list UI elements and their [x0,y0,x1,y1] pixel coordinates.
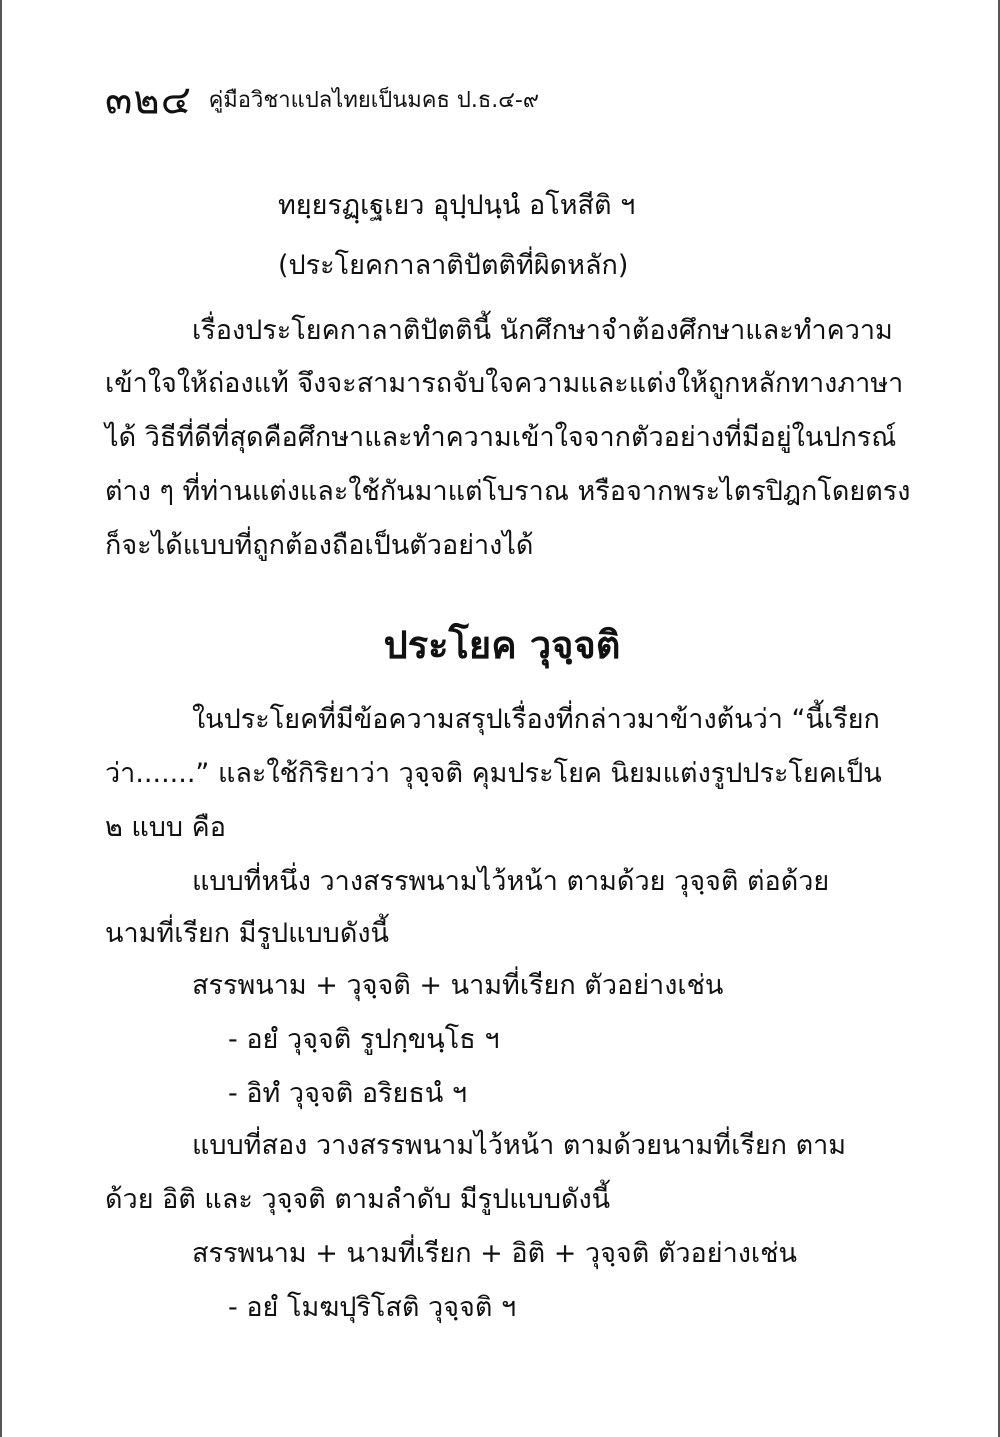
example-item: - อิทํ วุจฺจติ อริยธนํ ฯ [228,1078,468,1109]
formula-line: สรรพนาม + นามที่เรียก + อิติ + วุจฺจติ ตัวอย่างเช่น [192,1238,797,1269]
note-incorrect-sentence: (ประโยคกาลาติปัตติที่ผิดหลัก) [278,250,629,281]
paragraph-line: แบบที่สอง วางสรรพนามไว้หน้า ตามด้วยนามที่เรียก ตาม [192,1130,847,1161]
paragraph-line: ต่าง ๆ ที่ท่านแต่งและใช้กันมาแต่โบราณ หรือจากพระไตรปิฎกโดยตรง [105,476,911,507]
paragraph-line: เรื่องประโยคกาลาติปัตตินี้ นักศึกษาจำต้องศึกษาและทำความ [192,315,893,346]
page-number: ๓๒๔ [105,77,192,124]
paragraph-line: นามที่เรียก มีรูปแบบดังนี้ [105,918,389,949]
paragraph-line: แบบที่หนึ่ง วางสรรพนามไว้หน้า ตามด้วย วุจฺจติ ต่อด้วย [192,866,830,897]
page-header [105,77,539,124]
paragraph-line: ก็จะได้แบบที่ถูกต้องถือเป็นตัวอย่างได้ [105,530,534,561]
pali-sentence: ทยฺยรฏฺเฐเยว อุปฺปนฺนํ อโหสีติ ฯ [278,190,636,221]
paragraph-line: ว่า.......” และใช้กิริยาว่า วุจฺจติ คุมประโยค นิยมแต่งรูปประโยคเป็น [105,758,882,789]
paragraph-line: เข้าใจให้ถ่องแท้ จึงจะสามารถจับใจความและแต่งให้ถูกหลักทางภาษา [105,368,904,399]
paragraph-line: ด้วย อิติ และ วุจฺจติ ตามลำดับ มีรูปแบบดังนี้ [105,1184,611,1215]
paragraph-line: ๒ แบบ คือ [105,812,226,843]
example-item: - อยํ วุจฺจติ รูปกฺขนฺโธ ฯ [228,1024,500,1055]
section-heading: ประโยค วุจฺจติ [383,623,621,667]
paragraph-line: ได้ วิธีที่ดีที่สุดคือศึกษาและทำความเข้าใจจากตัวอย่างที่มีอยู่ในปกรณ์ [105,422,897,453]
example-item: - อยํ โมฆปุริโสติ วุจฺจติ ฯ [228,1292,517,1323]
running-title: คู่มือวิชาแปลไทยเป็นมคธ ป.ธ.๔-๙ [208,87,539,113]
paragraph-line: ในประโยคที่มีข้อความสรุปเรื่องที่กล่าวมาข้างต้นว่า “นี้เรียก [192,704,880,735]
formula-line: สรรพนาม + วุจฺจติ + นามที่เรียก ตัวอย่างเช่น [192,970,724,1001]
